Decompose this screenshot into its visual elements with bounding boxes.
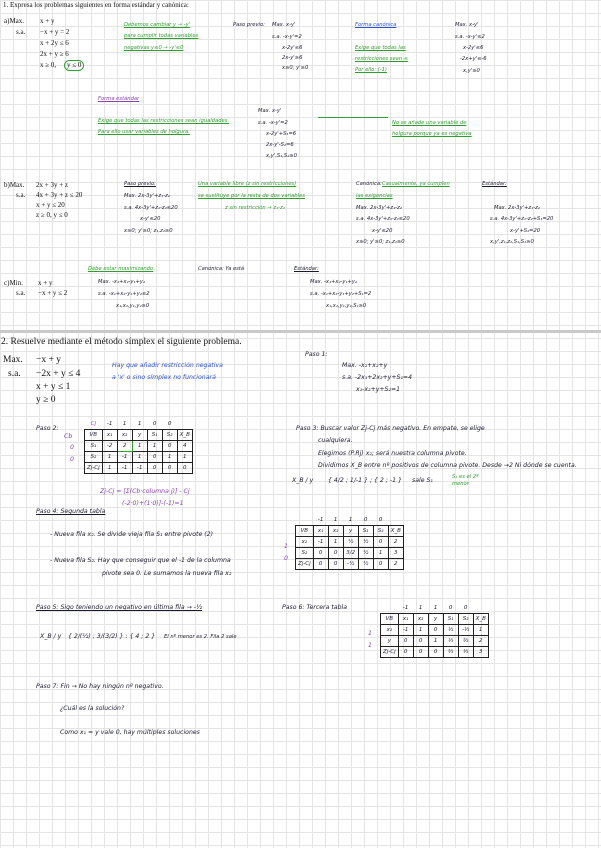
table-cell: 0 bbox=[162, 419, 177, 430]
table-cell: 0 bbox=[162, 463, 177, 474]
paso1-title: Paso 1: bbox=[305, 351, 328, 358]
table-cell: S₁ bbox=[85, 441, 103, 452]
table-cell: -1 bbox=[398, 603, 413, 614]
table-cell: y bbox=[343, 526, 358, 537]
table-cell: 0 bbox=[358, 515, 373, 526]
table-cell: ⅔ bbox=[458, 636, 473, 647]
table-cell: x₁ bbox=[313, 526, 328, 537]
table-cell: 0 bbox=[328, 559, 343, 570]
table-cell: 0 bbox=[313, 559, 328, 570]
paso3-l1: Paso 3: Buscar valor Zj-Cj más negativo. En empate, se elige bbox=[296, 425, 485, 432]
p1b-std-2: x-y'+S₂=20 bbox=[510, 228, 541, 234]
p1b-canon-1: s.a. 4x-3y'+z₁-z₂≤20 bbox=[356, 216, 410, 222]
table-cell: ⅓ bbox=[443, 625, 458, 636]
table-cell bbox=[473, 603, 488, 614]
p1c-pp-2: x₁,x₂,y₁,y₂≥0 bbox=[116, 303, 150, 309]
table-cell: S₁ bbox=[358, 526, 373, 537]
table-cell: 0 bbox=[458, 603, 473, 614]
p1a-canon-4: x,y'≥0 bbox=[463, 68, 480, 74]
table-cell: x₁ bbox=[102, 430, 117, 441]
answer: Como x₁ = y vale 0, hay múltiples soluciones bbox=[60, 729, 200, 736]
table-cell: S₂ bbox=[373, 526, 388, 537]
p1c-std-2: x₁,x₂,y₁,y₂,S₁≥0 bbox=[326, 303, 367, 309]
table-cell: S₂ bbox=[162, 430, 177, 441]
table-row bbox=[85, 463, 193, 474]
p1b-std-title: Estándar: bbox=[482, 181, 507, 187]
table-cell: y bbox=[132, 430, 147, 441]
paso5-note: El nº menor es 2. Fila 2 sale bbox=[164, 634, 237, 640]
paso1-2: x₁-x₂+y+S₂=1 bbox=[356, 386, 401, 393]
p1b-canon-n2: las exigencias bbox=[356, 193, 393, 199]
paso4-title: Paso 4: Segunda tabla bbox=[36, 508, 106, 515]
table-cell: 2 bbox=[473, 636, 488, 647]
table-cell: 3/2 bbox=[343, 548, 358, 559]
table-row bbox=[296, 537, 404, 548]
p1a-c4b: y ≤ 0 bbox=[64, 60, 84, 71]
paso3-l3: Elegimos (P.Rj) x₂; será nuestra columna pivote. bbox=[318, 450, 467, 457]
table-header-row bbox=[85, 430, 193, 441]
table-cell: 0 bbox=[313, 548, 328, 559]
table-cell: x₂ bbox=[328, 526, 343, 537]
p1a-c2: x + 2y ≤ 6 bbox=[40, 39, 69, 47]
table-cell: 0 bbox=[413, 647, 428, 658]
p2-note2: a 'x' o sino símplex no funcionará bbox=[112, 374, 216, 381]
table-cell: 1 bbox=[343, 515, 358, 526]
p1a-std-1: s.a. -x-y'=2 bbox=[258, 120, 288, 126]
table-cell bbox=[296, 515, 314, 526]
table-cell: 1 bbox=[413, 625, 428, 636]
paso5-set: { 2/(½) ; 3/(3/2) } : { 4 ; 2 } bbox=[68, 633, 156, 640]
p1c-pp-1: s.a. -x₁+x₂-y₁+y₂≤2 bbox=[98, 291, 150, 297]
p2-obj: −x + y bbox=[36, 355, 61, 365]
p2-note1: Hay que añadir restricción negativa bbox=[112, 362, 223, 369]
simplex-table-2 bbox=[295, 515, 404, 570]
paso5-title: Paso 5: Sigo teniendo un negativo en última fila → -½ bbox=[36, 604, 203, 611]
table-cell: 0 bbox=[398, 647, 413, 658]
table-cell: X_B bbox=[473, 614, 488, 625]
t2-cb-1: 0 bbox=[284, 555, 288, 562]
paso3-sale: sale S₁ bbox=[412, 477, 433, 484]
table-cell: X_B bbox=[177, 430, 192, 441]
table-cell: 1 bbox=[117, 419, 132, 430]
table-row bbox=[85, 452, 193, 463]
paso4-l1: - Nueva fila x₂. Se divide vieja fila S₁ entre pivote (2) bbox=[50, 531, 214, 538]
table-cell: -1 bbox=[117, 463, 132, 474]
p1a-pp-2: x-2y'≤6 bbox=[282, 45, 303, 51]
paso7-title: Paso 7: Fin → No hay ningún nº negativo. bbox=[36, 683, 164, 690]
table-cell: y bbox=[428, 614, 443, 625]
p2-c1: −2x + y ≤ 4 bbox=[36, 369, 81, 379]
p1a-std-n2: Para ello usar variables de holgura. bbox=[98, 129, 190, 135]
paso1-obj: Max. -x₁+x₂+y bbox=[342, 362, 388, 369]
table-cell: -1 bbox=[132, 463, 147, 474]
p1a-c1: −x + y = 2 bbox=[40, 28, 70, 36]
table-row bbox=[296, 559, 404, 570]
table-cell: 0 bbox=[398, 636, 413, 647]
table-cell: -⅓ bbox=[458, 625, 473, 636]
p1b-canon-3: x≥0; y'≥0; z₁,z₂≥0 bbox=[356, 239, 405, 245]
p2-label: Max. bbox=[3, 355, 23, 365]
p1a-canon-1: s.a. -x-y'≤2 bbox=[455, 34, 485, 40]
table-cell: S₁ bbox=[147, 430, 162, 441]
p1b-std-obj: Max. 2x-3y'+z₁-z₂ bbox=[494, 205, 540, 211]
p1c-c1: −x + y ≤ 2 bbox=[38, 289, 68, 297]
table-cell: ⅓ bbox=[443, 636, 458, 647]
table-row bbox=[381, 636, 489, 647]
table-cell: 2 bbox=[388, 559, 403, 570]
table-cell: 0 bbox=[328, 548, 343, 559]
p1b-c2: x + y ≤ 20 bbox=[36, 201, 65, 209]
p1a-canon-title: Forma canónica bbox=[355, 22, 397, 28]
table-cj-row bbox=[381, 603, 489, 614]
p1a-std-arrow: No se añade una variable de bbox=[392, 120, 467, 126]
p1b-pp-obj: Max. 2x-3y'+z₁-z₂ bbox=[124, 193, 170, 199]
paso4-l2: - Nueva fila S₂. Hay que conseguir que el -1 de la columna bbox=[50, 557, 231, 564]
section-divider bbox=[0, 330, 601, 333]
table-cell: 1 bbox=[132, 452, 147, 463]
table-cj-row bbox=[296, 515, 404, 526]
table-cell: VB bbox=[85, 430, 103, 441]
table-cell: 1 bbox=[473, 625, 488, 636]
paso3-note: S₁ es el 2ª menor bbox=[452, 474, 479, 487]
p2-c2: x + y ≤ 1 bbox=[36, 382, 71, 392]
t2-cb-0: 1 bbox=[284, 543, 288, 550]
table-cell: 1 bbox=[373, 548, 388, 559]
table-cell: Cj bbox=[85, 419, 103, 430]
p1b-canon-2: x-y'≤20 bbox=[372, 228, 393, 234]
p1a-obj: x + y bbox=[40, 17, 55, 25]
table-cell: 0 bbox=[177, 463, 192, 474]
p2-c3: y ≥ 0 bbox=[36, 395, 56, 405]
table-row bbox=[85, 441, 193, 452]
table-cell: 0 bbox=[373, 515, 388, 526]
t3-cb-0: 1 bbox=[368, 630, 372, 637]
table-cell bbox=[381, 603, 399, 614]
paso1-1: s.a. -2x₁+2x₂+y+S₁=4 bbox=[342, 374, 413, 381]
p1c-label: c)Min. bbox=[4, 279, 23, 287]
table-cell: 0 bbox=[147, 463, 162, 474]
table-cell: S₂ bbox=[458, 614, 473, 625]
p1b-canon-obj: Max. 2x-3y'+z₁-z₂ bbox=[356, 205, 402, 211]
p1a-std-obj: Max. x-y' bbox=[258, 108, 282, 114]
table-cell: S₂ bbox=[85, 452, 103, 463]
p1b-pp-3: x≥0; y'≥0; z₁,z₂≥0 bbox=[124, 228, 173, 234]
t3-cb-1: 1 bbox=[368, 642, 372, 649]
p1c-sa: s.a. bbox=[16, 289, 26, 297]
table-cell: 1 bbox=[147, 441, 162, 452]
p1a-pp-1: s.a. -x-y'=2 bbox=[272, 34, 302, 40]
table-cell: ½ bbox=[343, 537, 358, 548]
table-cell bbox=[177, 419, 192, 430]
p1a-note2: para cumplir todas variables bbox=[124, 33, 199, 39]
table-cell: 1 bbox=[102, 463, 117, 474]
formula-1: Zj-Cj = [Σ(Cb·columna j)] - Cj bbox=[100, 488, 190, 495]
pivot-cell: 2 bbox=[117, 441, 132, 452]
table-cell: ½ bbox=[358, 548, 373, 559]
table-cell: 1 bbox=[102, 452, 117, 463]
table-cell: 0 bbox=[428, 647, 443, 658]
table-cell: -½ bbox=[343, 559, 358, 570]
p1a-note3: negativas y≤0 → -y'≤0 bbox=[124, 45, 184, 51]
p1b-canon-title: Canónica: bbox=[356, 181, 382, 187]
p1b-obj: 2x + 3y + z bbox=[36, 181, 69, 189]
table-row bbox=[381, 625, 489, 636]
table-cell: 0 bbox=[428, 625, 443, 636]
p1a-pp-3: 2x-y'≥6 bbox=[282, 55, 303, 61]
table-cell: 0 bbox=[413, 636, 428, 647]
table-cell: 4 bbox=[177, 441, 192, 452]
table-cell: ½ bbox=[358, 559, 373, 570]
p1a-c3: 2x + y ≥ 6 bbox=[40, 50, 69, 58]
p1b-c3: z ≥ 0, y ≤ 0 bbox=[36, 211, 68, 219]
table-cell: x₂ bbox=[117, 430, 132, 441]
table-cell: x₂ bbox=[413, 614, 428, 625]
table-cell: Zj-Cj bbox=[381, 647, 399, 658]
table-cell: 1 bbox=[428, 636, 443, 647]
problem2-heading: 2. Resuelve mediante el método símplex el siguiente problema. bbox=[1, 337, 242, 347]
table-cell: -1 bbox=[117, 452, 132, 463]
p1a-std-arrow-line bbox=[318, 117, 388, 118]
p1a-c4: x ≥ 0, bbox=[40, 61, 57, 69]
table-row bbox=[296, 548, 404, 559]
p1b-note1: Una variable libre (z sin restricciones) bbox=[198, 181, 297, 187]
table-cell: 0 bbox=[162, 441, 177, 452]
table-cell: x₁ bbox=[398, 614, 413, 625]
p1a-paso-previo: Paso previo: bbox=[233, 22, 265, 28]
table-header-row bbox=[296, 526, 404, 537]
paso2-title: Paso 2: bbox=[36, 425, 59, 432]
table-cell: x₂ bbox=[296, 537, 314, 548]
p1a-canon-n2: restricciones sean ≤ bbox=[355, 56, 409, 62]
table-cell: 0 bbox=[147, 452, 162, 463]
p1a-canon-2: x-2y'≤6 bbox=[463, 45, 484, 51]
p1a-std-arrow2: holgura porque ya es negativa bbox=[392, 131, 472, 137]
t1-cb-0: 0 bbox=[70, 444, 74, 451]
problem1-heading: 1. Expresa los problemas siguientes en forma estándar y canónica: bbox=[3, 1, 189, 9]
paso4-l3: pivote sea 0. Le sumamos la nueva fila x₂ bbox=[102, 570, 232, 577]
table-cell: Zj-Cj bbox=[296, 559, 314, 570]
table-cell: ⅓ bbox=[458, 647, 473, 658]
table-header-row bbox=[381, 614, 489, 625]
paso3-l2: cualquiera. bbox=[318, 437, 353, 444]
table-cell: -2 bbox=[102, 441, 117, 452]
table-cell: 1 bbox=[162, 452, 177, 463]
table-cell: 0 bbox=[147, 419, 162, 430]
table-cell: -1 bbox=[313, 537, 328, 548]
p1a-pp-obj: Max. x-y' bbox=[272, 22, 296, 28]
p1b-paso-previo: Paso previo: bbox=[124, 181, 156, 187]
formula-2: (-2·0)+(1·0)]-(-1)=1 bbox=[122, 500, 184, 507]
p1a-std-3: 2x-y'-S₂=6 bbox=[266, 142, 294, 148]
table-cell: ⅔ bbox=[443, 647, 458, 658]
p1b-c1: 4x + 3y + z ≤ 20 bbox=[36, 191, 83, 199]
table-cell: 1 bbox=[177, 452, 192, 463]
p1b-canon-n1: Casualmente, ya cumplen bbox=[382, 181, 450, 187]
p1a-canon-n1: Exige que todas las bbox=[355, 45, 406, 51]
p1a-label: a)Max. bbox=[4, 17, 25, 25]
p1c-note1: Debe estar maximizando bbox=[88, 266, 154, 272]
table-cell: VB bbox=[296, 526, 314, 537]
p1b-note3: z sin restricción → z₁-z₂ bbox=[225, 205, 285, 211]
table-cell: ½ bbox=[358, 537, 373, 548]
p1a-std-title: Forma estándar bbox=[98, 96, 140, 102]
table-cell: S₁ bbox=[443, 614, 458, 625]
table-cell: 1 bbox=[132, 419, 147, 430]
p1a-std-n1: Exige que todas las restricciones sean igualdades. bbox=[98, 118, 230, 124]
p1a-sa: s.a. bbox=[16, 28, 26, 36]
paso3-l4: Dividimos X_B entre nº positivos de columna pivote. Desde →2 Ni dónde se cuenta. bbox=[318, 462, 577, 469]
p1b-std-3: x,y',z₁,z₂,S₁,S₂≥0 bbox=[490, 239, 534, 245]
table-cell: Zj-Cj bbox=[85, 463, 103, 474]
t1-cb-1: 0 bbox=[70, 456, 74, 463]
table-cell: 0 bbox=[373, 537, 388, 548]
table-cell: -1 bbox=[398, 625, 413, 636]
paso3-set: { 4/2 ; 1/-1 } ; { 2 ; -1 } bbox=[328, 477, 402, 484]
p1c-std-1: s.a. -x₁+x₂-y₁+y₂+S₁=2 bbox=[310, 291, 372, 297]
table-cell bbox=[388, 515, 403, 526]
table-cell: -1 bbox=[313, 515, 328, 526]
p1a-std-2: x-2y'+S₁=6 bbox=[266, 131, 297, 137]
p1b-std-1: s.a. 4x-3y'+z₁-z₂+S₁=20 bbox=[490, 216, 554, 222]
p1b-note2: se sustituye por la resta de dos variables bbox=[198, 193, 305, 199]
p1c-std-title: Estándar: bbox=[294, 266, 319, 272]
p1a-pp-4: x≥0; y'≥0 bbox=[282, 65, 309, 71]
p2-sa: s.a. bbox=[8, 369, 21, 379]
p1a-canon-3: -2x+y'≤-6 bbox=[460, 56, 487, 62]
table-cell: X_B bbox=[388, 526, 403, 537]
paso6-title: Paso 6: Tercera tabla bbox=[282, 604, 348, 611]
table-cell: 0 bbox=[443, 603, 458, 614]
table-cell: y bbox=[381, 636, 399, 647]
table-cell: -1 bbox=[102, 419, 117, 430]
p1b-pp-1: s.a. 4x-3y'+z₁-z₂≤20 bbox=[124, 205, 178, 211]
table-cell: 1 bbox=[328, 515, 343, 526]
table-cell: 3 bbox=[473, 647, 488, 658]
simplex-table-3 bbox=[380, 603, 489, 658]
table-cell: 0 bbox=[373, 559, 388, 570]
table-cj-row bbox=[85, 419, 193, 430]
table-cell: 1 bbox=[328, 537, 343, 548]
p1b-sa: s.a. bbox=[16, 191, 26, 199]
p1a-canon-n3: Por ello: (-1) bbox=[355, 67, 387, 73]
table-row bbox=[381, 647, 489, 658]
table-cell: 1 bbox=[132, 441, 147, 452]
p1c-obj: x + y bbox=[38, 279, 53, 287]
p1c-pp-obj: Max. -x₁+x₂-y₁+y₂ bbox=[98, 279, 146, 285]
p1a-note1: Debemos cambiar y → -y' bbox=[124, 22, 191, 28]
paso3-frac: X_B / y bbox=[292, 477, 314, 484]
p1b-pp-2: x-y'≤20 bbox=[140, 216, 161, 222]
p1a-canon-obj: Max. x-y' bbox=[455, 22, 479, 28]
t1-cb-label: Cb bbox=[64, 433, 73, 440]
table-cell: S₂ bbox=[296, 548, 314, 559]
table-cell: 1 bbox=[413, 603, 428, 614]
simplex-table-1 bbox=[84, 419, 193, 474]
table-cell: 1 bbox=[428, 603, 443, 614]
question: ¿Cuál es la solución? bbox=[60, 705, 125, 712]
table-cell: 3 bbox=[388, 548, 403, 559]
p1c-canon-title: Canónica: Ya está bbox=[198, 266, 245, 272]
p1c-std-obj: Max. -x₁+x₂-y₁+y₂ bbox=[310, 279, 358, 285]
p1b-label: b)Max. bbox=[4, 181, 25, 189]
paso5-frac: X_B / y bbox=[40, 633, 62, 640]
table-cell: 2 bbox=[388, 537, 403, 548]
table-cell: VB bbox=[381, 614, 399, 625]
table-cell: x₂ bbox=[381, 625, 399, 636]
p1a-std-4: x,y',S₁,S₂≥0 bbox=[266, 153, 297, 159]
